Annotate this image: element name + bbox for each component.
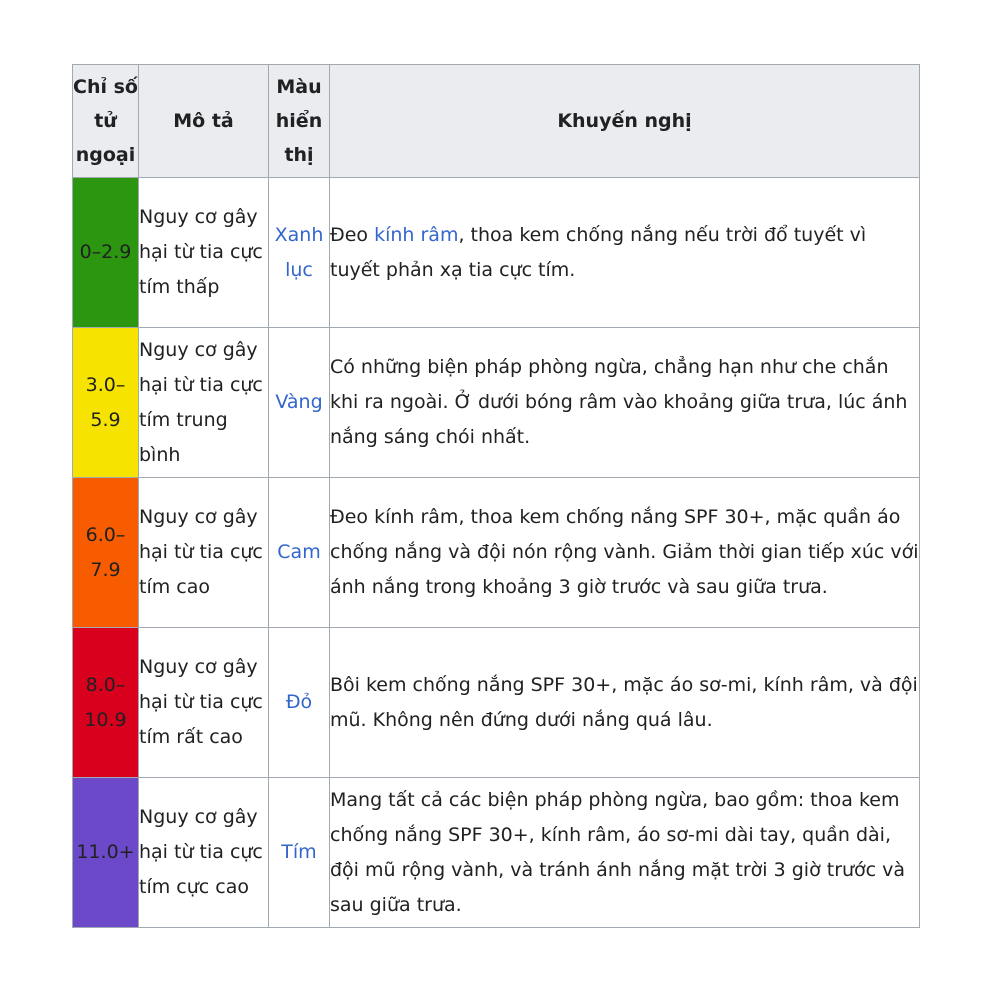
recommendation-text: Mang tất cả các biện pháp phòng ngừa, bao gồm: thoa kem chống nắng SPF 30+, kính râm, áo sơ-mi dài tay, quần dài, đội mũ rộng vành, và tránh ánh nắng mặt trời 3 giờ trước và sau giữa trưa. <box>330 788 906 916</box>
recommendation-text: , thoa kem chống nắng nếu trời đổ tuyết vì tuyết phản xạ tia cực tím. <box>330 223 867 281</box>
description-cell: Nguy cơ gây hại từ tia cực tím rất cao <box>139 628 269 778</box>
recommendation-text: Đeo kính râm, thoa kem chống nắng SPF 30+, mặc quần áo chống nắng và đội nón rộng vành. Giảm thời gian tiếp xúc với ánh nắng trong khoảng 3 giờ trước và sau giữa trưa. <box>330 506 919 598</box>
uv-index-cell: 11.0+ <box>73 778 139 928</box>
recommendation-cell <box>330 478 920 628</box>
color-name-cell: Xanh lục <box>269 178 330 328</box>
header-uv-index: Chỉ số tử ngoại <box>73 65 139 178</box>
header-description: Mô tả <box>139 65 269 178</box>
table-row <box>73 178 920 328</box>
header-display-color: Màu hiển thị <box>269 65 330 178</box>
description-cell: Nguy cơ gây hại từ tia cực tím thấp <box>139 178 269 328</box>
header-recommendation: Khuyến nghị <box>330 65 920 178</box>
table-row <box>73 328 920 478</box>
uv-index-cell: 6.0–7.9 <box>73 478 139 628</box>
recommendation-cell <box>330 778 920 928</box>
recommendation-text: Có những biện pháp phòng ngừa, chẳng hạn như che chắn khi ra ngoài. Ở dưới bóng râm vào khoảng giữa trưa, lúc ánh nắng sáng chói nhất. <box>330 356 908 448</box>
table-header-row <box>73 65 920 178</box>
description-cell: Nguy cơ gây hại từ tia cực tím trung bình <box>139 328 269 478</box>
color-name-cell: Vàng <box>269 328 330 478</box>
uv-index-cell: 3.0–5.9 <box>73 328 139 478</box>
table-row <box>73 778 920 928</box>
description-cell: Nguy cơ gây hại từ tia cực tím cực cao <box>139 778 269 928</box>
color-name-cell: Đỏ <box>269 628 330 778</box>
recommendation-cell <box>330 628 920 778</box>
uv-index-cell: 0–2.9 <box>73 178 139 328</box>
recommendation-cell <box>330 178 920 328</box>
recommendation-text: Đeo <box>330 223 375 246</box>
color-name-cell: Cam <box>269 478 330 628</box>
uv-index-table <box>72 64 920 928</box>
recommendation-cell <box>330 328 920 478</box>
sunglasses-link[interactable]: kính râm <box>374 223 459 246</box>
recommendation-text: Bôi kem chống nắng SPF 30+, mặc áo sơ-mi, kính râm, và đội mũ. Không nên đứng dưới nắng quá lâu. <box>330 673 918 731</box>
table-row <box>73 478 920 628</box>
uv-index-cell: 8.0–10.9 <box>73 628 139 778</box>
color-name-cell: Tím <box>269 778 330 928</box>
table-row <box>73 628 920 778</box>
description-cell: Nguy cơ gây hại từ tia cực tím cao <box>139 478 269 628</box>
